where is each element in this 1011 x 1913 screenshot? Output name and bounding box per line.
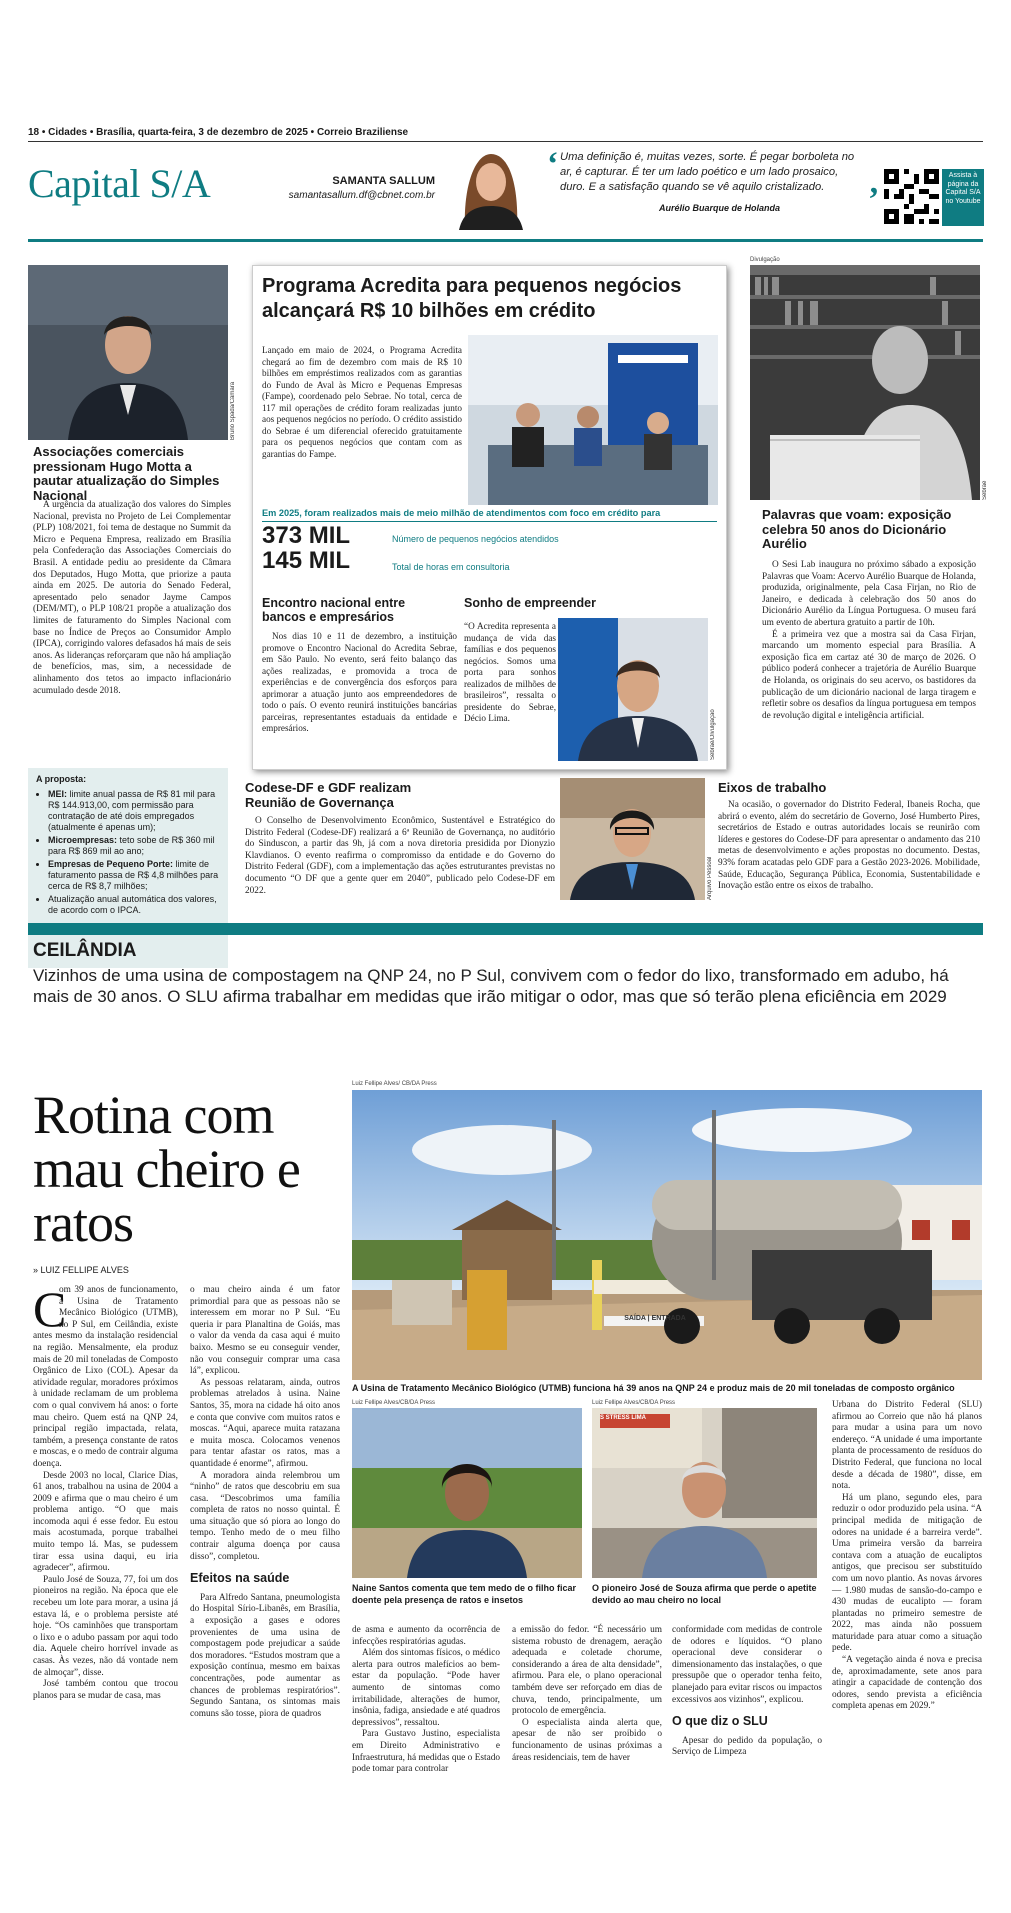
naine-caption: Naine Santos comenta que tem medo de o filho ficar doente pela presença de ratos e insetos	[352, 1583, 577, 1605]
right-paragraph: O Sesi Lab inaugura no próximo sábado a exposição Palavras que Voam: Acervo Aurélio Buarque de Holanda, produzida, originalmente, pela Casa Firjan, no Rio de Janeiro, e dedicada à celebração dos 50 anos do Dicionário Aurélio da Língua Portuguesa. O museu fará um evento de abertura gratuito a partir de 10h.	[762, 560, 976, 628]
col3-paragraph: de asma e aumento da ocorrência de infecções respiratórias agudas.	[352, 1625, 500, 1647]
sonho-body	[464, 621, 556, 725]
dionyzio-photo-credit: Arquivo Pessoal	[707, 856, 713, 900]
stat-2-value: 145 MIL	[262, 547, 351, 574]
col4-paragraph: O especialista ainda alerta que, apesar de não ser proibido o funcionamento de usinas próximas a áreas residenciais, tem de haver	[512, 1717, 662, 1763]
eixos-body	[718, 800, 980, 893]
proposta-title: A proposta:	[36, 774, 87, 784]
section-tag: CEILÂNDIA	[33, 940, 137, 961]
author-name: SAMANTA SALLUM	[332, 175, 435, 187]
proposta-item: • Atualização anual automática dos valores, de acordo com o IPCA.	[48, 894, 220, 916]
main-photo-caption: A Usina de Tratamento Mecânico Biológico (UTMB) funciona há 39 anos na QNP 24 e produz mais de 20 mil toneladas de composto orgânico	[352, 1383, 955, 1393]
ceilandia-col5	[672, 1625, 822, 1759]
proposta-box	[28, 768, 228, 968]
proposta-item: • Empresas de Pequeno Porte: limite de faturamento passa de R$ 4,8 milhões para cerca de R$ 8,7 milhões;	[48, 859, 220, 892]
encontro-text: Nos dias 10 e 11 de dezembro, a instituição promove o Encontro Nacional do Acredita Sebrae, em São Paulo. No evento, será feito balanço das ações realizadas, e promovida a troca de experiências e de convergência dos esforços para aprimorar a atuação junto aos empreendedores de todo o país. O evento reunirá instituições bancárias parceiras, representantes estaduais da entidade e empresários.	[262, 631, 457, 733]
author-avatar	[445, 146, 533, 230]
qr-caption: Assista à página da Capital S/A no Youtube	[942, 169, 984, 226]
jose-photo	[592, 1408, 817, 1578]
right-photo-credit-side: Sebrae	[982, 480, 988, 500]
eixos-headline: Eixos de trabalho	[718, 780, 827, 795]
right-body	[762, 560, 976, 722]
proposta-list	[36, 789, 220, 916]
hugo-motta-photo	[28, 265, 228, 440]
left-paragraph: A urgência da atualização dos valores do Simples Nacional, prevista no Projeto de Lei Complementar (PLP) 108/2021, foi tema de destaque no Summit da Micro e Pequena Empresa, realizado em Brasília pela Confederação das Associações Comerciais do Brasil. A entidade pediu ao presidente da Câmara dos Deputados, Hugo Motta, que priorize a pauta ainda em 2025. De autoria do Senado Federal, apresentado pelo senador Jayme Campos (DEM/MT), o PLP 108/21 propõe a atualização dos limites de faturamento do Simples Nacional com base no Índice de Preços ao Consumidor Amplo (IPCA), corrigindo valores defasados há mais de seis anos. As lideranças reforçaram que não há ampliação de benefícios, mas, sim, a necessidade de alinhamento dos tetos ao impacto inflacionário acumulado desde 2018.	[33, 500, 231, 696]
decio-lima-photo	[558, 618, 708, 761]
naine-photo-credit: Luiz Fellipe Alves/CB/DA Press	[352, 1400, 436, 1406]
store-sign: S STRESS LIMA	[600, 1415, 647, 1421]
hugo-photo-credit: Bruno Spada/Câmara	[230, 381, 236, 440]
header-quote: Uma definição é, muitas vezes, sorte. É pegar borboleta no ar, é capturar. É ter um lado poético e um lado prosaico, duro. E a satisfação quando se vê aquilo cristalizado.	[560, 151, 855, 193]
ceilandia-col1	[33, 1281, 178, 1702]
ceilandia-col2	[190, 1285, 340, 1720]
jose-caption: O pioneiro José de Souza afirma que perde o apetite devido ao mau cheiro no local	[592, 1583, 817, 1605]
col5-paragraph: conformidade com medidas de controle de odores e líquidos. “O plano operacional deve considerar o dimensionamento das instalações, o que pressupõe que o operador tenha feito, planejado para evitar riscos ou impactos excessivos aos vizinhos”, explicou.	[672, 1625, 822, 1705]
sonho-headline: Sonho de empreender	[464, 596, 596, 610]
col4-paragraph: a emissão do fedor. “É necessário um sistema robusto de drenagem, aeração adequada e coletade chorume, considerando a área de alta densidade”, afirmou. Para ele, o plano operacional também deve ser reforçado em dias de chuva, tendo, principalmente, um protocolo de emergência.	[512, 1625, 662, 1717]
col1-paragraph: Paulo José de Souza, 77, foi um dos pioneiros na região. Na época que ele recebeu um lote para morar, a usina já estava lá, e o problema persiste até hoje. “Os caminhões que transportam o lixo e o adubo passam por aqui todo dia. Aquele cheiro horrível invade as casas. Às vezes, não dá vontade nem de almoçar”, disse.	[33, 1574, 178, 1678]
usina-photo	[352, 1090, 982, 1380]
right-headline: Palavras que voam: exposição celebra 50 anos do Dicionário Aurélio	[762, 507, 952, 551]
encontro-headline: Encontro nacional entre bancos e empresários	[262, 596, 406, 624]
codese-text: O Conselho de Desenvolvimento Econômico, Sustentável e Estratégico do Distrito Federal (Codese-DF) realizará a 6ª Reunião de Governança, no auditório do Sinduscon, a partir das 9h, já com a nova diretoria presidida por Dionyzio Klavdianos. O evento reafirma o compromisso da entidade e do Governo do Distrito Federal (GDF), com a implementação das ações estruturantes previstas no documento “O DF que a gente quer em 2040”, publicado pelo Codese-DF em 2022.	[245, 816, 555, 896]
codese-body	[245, 816, 555, 897]
col6-paragraph: Urbana do Distrito Federal (SLU) afirmou ao Correio que não há planos para mudar a usina para um novo endereço. “A unidade é uma importante planta de processamento de resíduos do Distrito Federal, que funciona no local desde a década de 1980”, disse, em nota.	[832, 1400, 982, 1492]
codese-headline: Codese-DF e GDF realizam Reunião de Governança	[245, 780, 412, 810]
quote-mark-open: ‘	[547, 146, 559, 183]
ceilandia-col4	[512, 1625, 662, 1764]
byline: » LUIZ FELLIPE ALVES	[33, 1265, 129, 1275]
page-folio: 18 • Cidades • Brasília, quarta-feira, 3 de dezembro de 2025 • Correio Braziliense	[28, 127, 409, 138]
ceilandia-col6	[832, 1400, 982, 1713]
stat-2-label: Total de horas em consultoria	[392, 562, 510, 572]
col1-paragraph: Desde 2003 no local, Clarice Dias, 61 anos, trabalhou na usina de 2004 a 2009 e afirma que o mau cheiro é um problema antigo. “O que mais incomoda aqui é esse fedor. Eu estou mais acostumada, porque trabalhei muito tempo lá. Mas, se pudessem tirar essa usina daqui, eu iria agradecer”, afirmou.	[33, 1470, 178, 1574]
quote-mark-close: ’	[868, 181, 880, 218]
acredita-intro-text: Lançado em maio de 2024, o Programa Acredita chegará ao fim de dezembro com mais de R$ 10 bilhões em empréstimos realizados com as garantias do Fundo de Aval às Micro e Pequenas Empresas (Fampe), coordenado pelo Sebrae. No total, cerca de 117 mil operações de crédito foram realizadas junto aos pequenos negócios no período. O crédito assistido do Sebrae é um diferencial oferecido gratuitamente para os pequenos negócios que contam com as garantias do Fampe.	[262, 345, 462, 459]
left-headline: Associações comerciais pressionam Hugo Motta a pautar atualização do Simples Nacional	[33, 444, 220, 503]
col5-paragraph: Apesar do pedido da população, o Serviço de Limpeza	[672, 1735, 822, 1758]
col6-paragraph: “A vegetação ainda é nova e precisa de, aproximadamente, sete anos para atingir a capacidade de contenção dos odores, sendo prevista a eficiência completa apenas em 2029.”	[832, 1655, 982, 1712]
main-photo-credit: Luiz Fellipe Alves/ CB/DA Press	[352, 1081, 437, 1087]
proposta-item: • Microempresas: teto sobe de R$ 360 mil para R$ 869 mil ao ano;	[48, 835, 220, 857]
quote-author: Aurélio Buarque de Holanda	[658, 203, 780, 213]
author-email: samantasallum.df@cbnet.com.br	[288, 190, 435, 201]
aurelio-photo	[750, 265, 980, 500]
proposta-item: • MEI: limite anual passa de R$ 81 mil para R$ 144.913,00, com permissão para contratação de até dois empregados (atualmente é apenas um);	[48, 789, 220, 833]
right-paragraph: É a primeira vez que a mostra sai da Casa Firjan, marcando um momento especial para Brasília. A exposição fica em cartaz até 30 de março de 2026. O público poderá conhecer a trajetória de Aurélio Buarque de Holanda, os originais do seu acervo, os bastidores da publicação de um dicionário nacional de larga tiragem e refletir sobre os desafios da língua portuguesa em tempos de revolução digital e inteligência artificial.	[762, 629, 976, 721]
col2-subhead: Efeitos na saúde	[190, 1571, 290, 1586]
acredita-intro	[262, 345, 462, 460]
sonho-text: “O Acredita representa a mudança de vida das famílias e dos pequenos negócios. Somos uma porta para sonhos realizados de milhões de brasileiros”, ressalta o presidente do Sebrae, Décio Lima.	[464, 621, 556, 723]
col5-subhead: O que diz o SLU	[672, 1714, 768, 1729]
col2-paragraph: Para Alfredo Santana, pneumologista do Hospital Sírio-Libanês, em Brasília, a exposição a gases e odores provenientes de uma usina de compostagem pode prejudicar a saúde dos moradores. “Estudos mostram que a exposição contínua, mesmo em baixas concentrações, pode aumentar as chances de problemas respiratórios”. Segundo Santana, os sintomas mais comuns são tosse, piora de quadros	[190, 1592, 340, 1719]
col1-first-paragraph: om 39 anos de funcionamento, a Usina de Tratamento Mecânico Biológico (UTMB), no P Sul, em Ceilândia, existe antes mesmo da instalação residencial na região. Mensalmente, ela produz mais de 20 mil toneladas de Composto Orgânico de Lixo (COL). Apesar da atividade regular, moradores próximos à unidade reclamam de um problema com o qual convivem há anos: o forte mau cheiro. Quem está na QNP 24, principal região impactada, relata, também, a presença constante de ratos e moscas, e o medo de contrair alguma doença.	[33, 1285, 178, 1469]
encontro-body	[262, 631, 457, 735]
acredita-headline: Programa Acredita para pequenos negócios alcançará R$ 10 bilhões em crédito	[262, 275, 682, 322]
ceilandia-headline: Rotina com mau cheiro e ratos	[33, 1085, 300, 1253]
col2-paragraph: o mau cheiro ainda é um fator primordial para que as pessoas não se interessem em morar no P Sul. “Eu queria ir para Planaltina de Goiás, mas o valor da venda da casa aqui é muito baixo. Mesmo se eu conseguir vender, não vou conseguir comprar uma casa lá”, explicou.	[190, 1285, 340, 1377]
stats-title: Em 2025, foram realizados mais de meio milhão de atendimentos com foco em crédito para	[262, 508, 661, 518]
decio-photo-credit: Sebrae/Divulgação	[710, 709, 716, 760]
ceilandia-deck: Vizinhos de uma usina de compostagem na QNP 24, no P Sul, convivem com o fedor do lixo, transformado em adubo, há mais de 30 anos. O SLU afirma trabalhar em medidas que irão mitigar o odor, mas que só terão plena eficiência em 2029	[33, 966, 949, 1006]
col2-paragraph: As pessoas relataram, ainda, outros problemas atrelados à usina. Naine Santos, 35, mora na cidade há oito anos e conta que convive com muitos ratos e moscas. “Aqui, aparece muita ratazana e muita mosca. Colocamos venenos para tentar afastar os ratos, mas a quantidade é enorme”, afirmou.	[190, 1377, 340, 1469]
naine-photo	[352, 1408, 582, 1578]
right-photo-credit: Divulgação	[750, 257, 780, 263]
col3-paragraph: Para Gustavo Justino, especialista em Direito Administrativo e Infraestrutura, há medidas que o Estado pode tomar para controlar	[352, 1729, 500, 1775]
column-logo: Capital S/A	[28, 161, 211, 206]
left-body	[33, 500, 231, 697]
qr-code[interactable]	[884, 169, 939, 224]
ceilandia-col3	[352, 1625, 500, 1776]
col3-paragraph: Além dos sintomas físicos, o médico alerta para outros malefícios ao bem-estar da população. “Pode haver aumento de sintomas como irritabilidade, alterações de humor, insônia, fadiga, ansiedade e até quadros depressivos”, ressaltou.	[352, 1648, 500, 1728]
acredita-photo	[468, 335, 718, 505]
drop-cap: C	[33, 1281, 67, 1337]
col2-paragraph: A moradora ainda relembrou um “ninho” de ratos que descobriu em sua casa. “Descobrimos uma família completa de ratos no nosso quintal. É uma situação que só piora ao longo do tempo. Tenho medo de o meu filho contrair alguma doença por causa disso”, completou.	[190, 1470, 340, 1562]
usina-sign: SAÍDA | ENTRADA	[624, 1315, 686, 1322]
jose-photo-credit: Luiz Fellipe Alves/CB/DA Press	[592, 1400, 676, 1406]
stat-1-label: Número de pequenos negócios atendidos	[392, 534, 559, 544]
header-rule	[28, 239, 983, 242]
dionyzio-photo	[560, 778, 705, 900]
stat-1-value: 373 MIL	[262, 522, 351, 549]
section-rule-bottom	[28, 923, 983, 935]
folio-rule	[28, 141, 983, 142]
eixos-text: Na ocasião, o governador do Distrito Federal, Ibaneis Rocha, que abrirá o evento, além do secretário de Governo, José Humberto Pires, secretários de Estado e outras autoridades locais se reunirão com líderes e gestores do Codese-DF para apresentar o andamento das 210 metas de desenvolvimento e ações propostas no documento. Destas, 93% foram acatadas pelo GDF para a Gestão 2023-2026. Mobilidade, Saúde, Educação, Segurança Pública, Economia, Sustentabilidade e Inovação estão entre os eixos de trabalho.	[718, 800, 980, 892]
col1-paragraph: José também contou que trocou planos para se mudar de casa, mas	[33, 1679, 178, 1701]
col6-paragraph: Há um plano, segundo eles, para reduzir o odor produzido pela usina. “A principal medida de mitigação de odores na unidade é a barreira verde”. Uma primeira versão da barreira contava com a atuação de eucaliptos antigos, que precisou ser substituído com um novo plantio. As novas árvores — 1.980 mudas de sansão-do-campo e 430 mudas de eucalipto — foram plantadas no primeiro semestre de 2022, mas ainda não possuem maturidade para atuar como a situação pede.	[832, 1492, 982, 1654]
